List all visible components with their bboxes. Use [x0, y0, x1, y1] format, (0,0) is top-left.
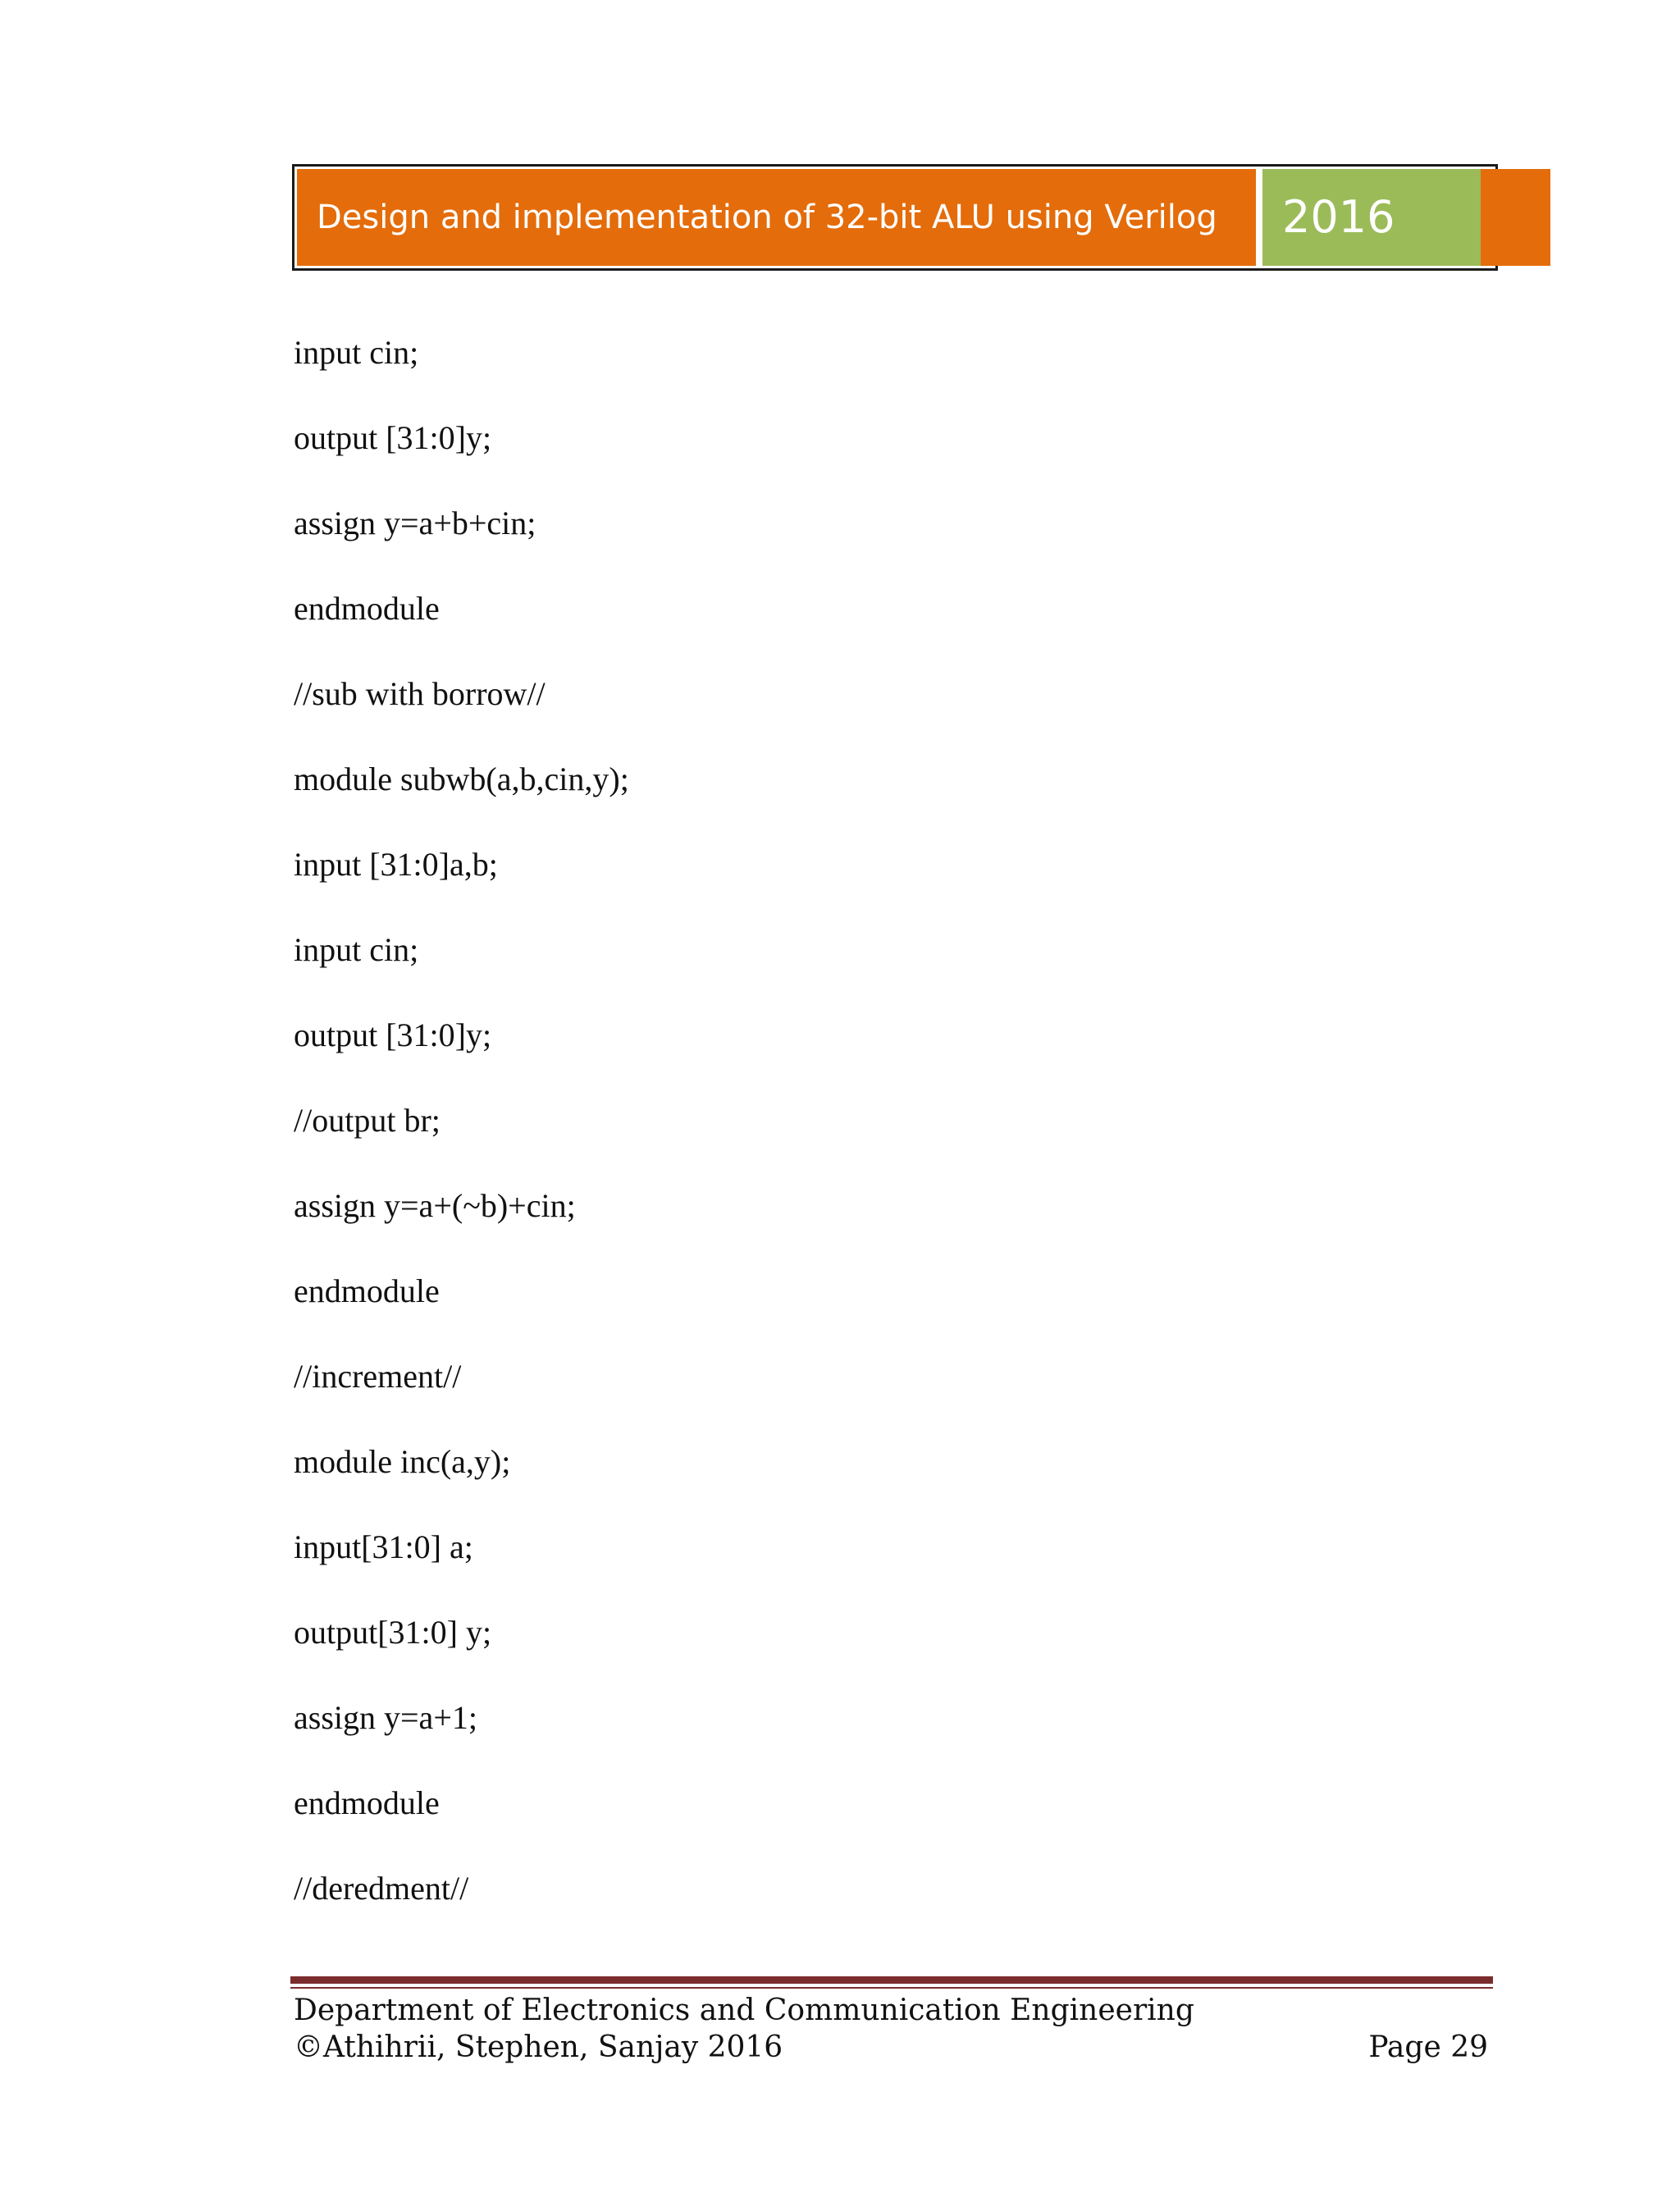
code-line: endmodule [294, 590, 440, 627]
code-line: input cin; [294, 931, 419, 968]
code-line: output [31:0]y; [294, 1016, 492, 1053]
header-banner [292, 164, 1498, 271]
code-line: assign y=a+(~b)+cin; [294, 1187, 576, 1224]
document-title: Design and implementation of 32-bit ALU using Verilog [317, 199, 1217, 236]
code-line: output [31:0]y; [294, 419, 492, 456]
footer-rule-thin [290, 1987, 1493, 1989]
code-comment: //increment// [294, 1358, 462, 1395]
header-year-box [1262, 169, 1481, 266]
footer-copyright: ©Athihrii, Stephen, Sanjay 2016 [294, 2030, 783, 2064]
code-line: input [31:0]a,b; [294, 846, 498, 883]
code-line: input[31:0] a; [294, 1528, 473, 1565]
code-comment: //output br; [294, 1102, 441, 1139]
code-comment: //sub with borrow// [294, 675, 546, 712]
code-line: module inc(a,y); [294, 1443, 511, 1480]
code-line: assign y=a+1; [294, 1699, 477, 1736]
code-line: input cin; [294, 334, 419, 371]
page-number: Page 29 [1368, 2030, 1488, 2064]
footer-department: Department of Electronics and Communication Engineering [294, 1994, 1194, 2027]
code-listing [294, 328, 1442, 1949]
code-comment: //deredment// [294, 1870, 469, 1907]
footer-rule-thick [290, 1976, 1493, 1984]
code-line: endmodule [294, 1272, 440, 1309]
code-line: assign y=a+b+cin; [294, 505, 536, 541]
document-year: 2016 [1282, 191, 1395, 243]
header-divider [1256, 169, 1262, 266]
code-line: endmodule [294, 1784, 440, 1821]
code-line: module subwb(a,b,cin,y); [294, 761, 629, 797]
code-line: output[31:0] y; [294, 1614, 492, 1651]
